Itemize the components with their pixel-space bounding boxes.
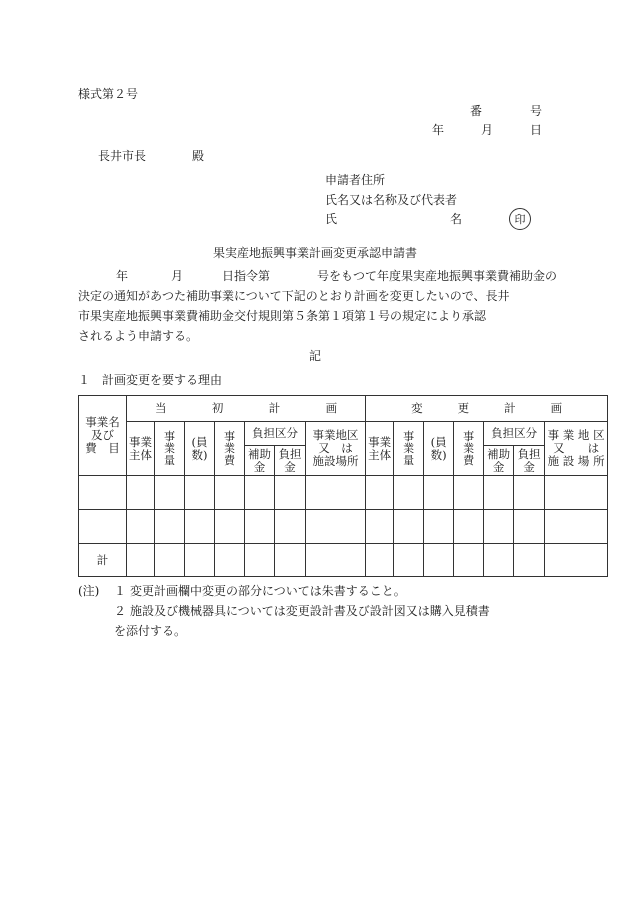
- before-chiku-line-1: 事業地区: [312, 428, 359, 442]
- before-hojokin-line-2: 金: [253, 459, 266, 474]
- body-line-1: [78, 266, 558, 286]
- group-before-char-2: 初: [211, 401, 224, 415]
- date-line: [432, 124, 542, 136]
- header-rowhead: [79, 396, 127, 476]
- header-before-jigyo-shutai: [127, 422, 155, 476]
- body-paragraph: [78, 266, 558, 346]
- rowhead-line-2: 及び: [91, 428, 114, 442]
- note-2-number: ２: [114, 604, 127, 618]
- header-after-hojokin: [484, 446, 514, 476]
- after-hojokin-line-2: 金: [492, 459, 505, 474]
- after-hi-line-3: 費: [463, 453, 475, 467]
- header-before-hojokin: [245, 446, 275, 476]
- rowhead-line-1: 事業名: [85, 415, 120, 429]
- before-hi-line-3: 費: [224, 453, 235, 467]
- after-futankin-line-2: 金: [523, 459, 535, 474]
- plan-change-table: [78, 395, 608, 577]
- applicant-shi: 氏: [325, 212, 338, 226]
- note-1-number: １: [114, 584, 127, 598]
- before-inzu-line-1: (員: [191, 434, 208, 449]
- header-before-futan-kubun: 負担区分: [245, 422, 306, 446]
- before-ryo-line-2: 業: [164, 441, 175, 455]
- before-futankin-line-1: 負担: [278, 446, 302, 461]
- body-line-4: されるよう申請する。: [78, 329, 199, 343]
- note-1-text: 変更計画欄中変更の部分については朱書すること。: [130, 584, 406, 598]
- header-after-jigyo-ryo: [394, 422, 424, 476]
- applicant-mei: 名: [450, 212, 463, 226]
- applicant-name-label: 氏名又は名称及び代表者: [325, 193, 458, 207]
- header-after-inzu: [424, 422, 454, 476]
- document-number-line: [470, 105, 542, 117]
- header-after-futan-kubun: 負担区分: [484, 422, 545, 446]
- header-group-before: [127, 396, 366, 422]
- header-after-jigyo-hi: [454, 422, 484, 476]
- before-hi-line-1: 事: [224, 429, 235, 443]
- after-chiku-line-2: 又 は: [553, 441, 600, 455]
- year-label: 年: [432, 123, 445, 137]
- table-row: [79, 510, 608, 544]
- before-ryo-line-3: 量: [164, 453, 175, 467]
- after-ryo-line-3: 量: [403, 453, 415, 467]
- group-before-char-3: 計: [268, 401, 281, 415]
- section-1-heading: １ 計画変更を要する理由: [78, 373, 223, 387]
- header-before-futankin: [275, 446, 306, 476]
- header-before-chiku: [306, 422, 366, 476]
- after-hojokin-line-1: 補助: [487, 446, 511, 461]
- group-before-char-1: 当: [155, 401, 167, 415]
- header-before-inzu: [185, 422, 215, 476]
- body-rest: 号をもつて年度果実産地振興事業費補助金の: [317, 269, 558, 283]
- document-title: 果実産地振興事業計画変更承認申請書: [212, 246, 417, 260]
- body-line-2: 決定の通知があつた補助事業について下記のとおり計画を変更したいので、長井: [78, 289, 510, 303]
- header-after-futankin: [514, 446, 545, 476]
- group-after-char-1: 変: [411, 401, 423, 415]
- after-inzu-line-1: (員: [430, 434, 447, 449]
- after-shutai-line-2: 主体: [368, 447, 392, 462]
- table-total-row: [79, 544, 608, 577]
- group-after-char-3: 計: [504, 401, 516, 415]
- body-year: 年: [116, 269, 129, 283]
- before-shutai-line-2: 主体: [129, 447, 152, 462]
- header-after-chiku: [545, 422, 608, 476]
- before-ryo-line-1: 事: [164, 429, 175, 443]
- notes-label: (注): [78, 584, 100, 598]
- after-chiku-line-3: 施 設 場 所: [547, 454, 605, 468]
- before-hi-line-2: 業: [224, 441, 235, 455]
- after-inzu-line-2: 数): [430, 447, 447, 462]
- group-after-char-2: 更: [457, 401, 470, 415]
- before-inzu-line-2: 数): [191, 447, 208, 462]
- note-2-line-2: を添付する。: [114, 624, 187, 638]
- table-header-row-2: [79, 422, 608, 446]
- go-label: 号: [529, 104, 542, 118]
- header-group-after: [366, 396, 608, 422]
- before-shutai-line-1: 事業: [129, 434, 152, 449]
- table-header-row-1: [79, 396, 608, 422]
- ki-label: 記: [308, 349, 321, 363]
- group-before-char-4: 画: [325, 401, 338, 415]
- day-label: 日: [529, 123, 542, 137]
- seal-mark: [509, 208, 531, 230]
- total-label: 計: [79, 544, 127, 577]
- seal-label: 印: [514, 212, 526, 226]
- header-before-jigyo-ryo: [155, 422, 185, 476]
- after-futankin-line-1: 負担: [517, 446, 541, 461]
- before-chiku-line-3: 施設場所: [312, 454, 359, 468]
- after-chiku-line-1: 事 業 地 区: [547, 428, 605, 442]
- applicant-address-label: 申請者住所: [325, 173, 386, 187]
- header-after-jigyo-shutai: [366, 422, 394, 476]
- after-ryo-line-1: 事: [403, 429, 415, 443]
- honorific: 殿: [192, 149, 205, 163]
- group-after-char-4: 画: [550, 401, 563, 415]
- body-day-order: 日指令第: [222, 269, 271, 283]
- header-before-jigyo-hi: [215, 422, 245, 476]
- ban-label: 番: [470, 104, 483, 118]
- table-row: [79, 476, 608, 510]
- body-line-3: 市果実産地振興事業費補助金交付規則第５条第１項第１号の規定により承認: [78, 309, 487, 323]
- rowhead-line-3: 費 目: [85, 441, 120, 455]
- after-ryo-line-2: 業: [403, 441, 415, 455]
- month-label: 月: [480, 123, 493, 137]
- form-number: 様式第２号: [78, 87, 139, 101]
- before-chiku-line-2: 又 は: [318, 441, 353, 455]
- addressee: 長井市長: [98, 149, 147, 163]
- after-hi-line-1: 事: [463, 429, 475, 443]
- note-2-line-1: 施設及び機械器具については変更設計書及び設計図又は購入見積書: [130, 604, 490, 618]
- before-futankin-line-2: 金: [284, 459, 296, 474]
- after-shutai-line-1: 事業: [368, 434, 392, 449]
- after-hi-line-2: 業: [463, 441, 475, 455]
- body-month: 月: [171, 269, 184, 283]
- before-hojokin-line-1: 補助: [248, 446, 271, 461]
